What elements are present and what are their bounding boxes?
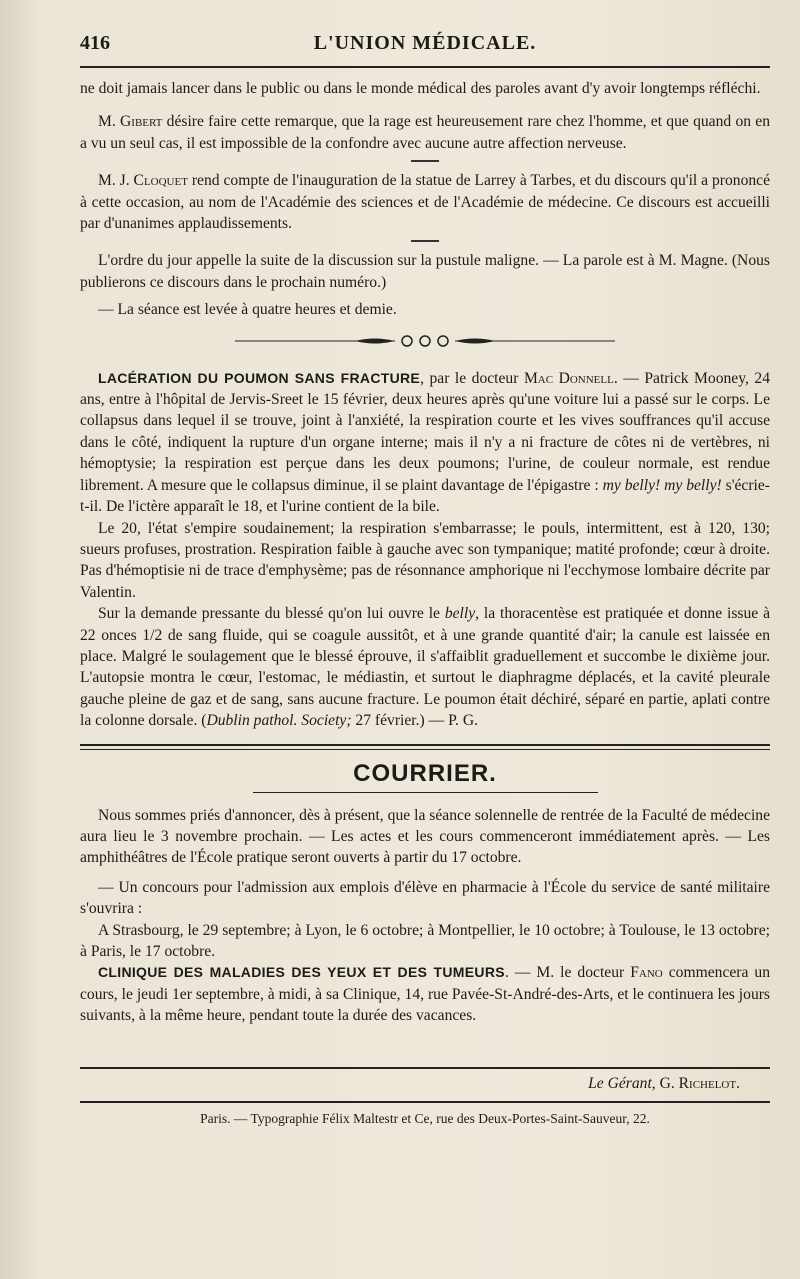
case-report-paragraph: LACÉRATION DU POUMON SANS FRACTURE, par le docteur Mac Donnell. — Patrick Mooney, 24 ans, entre à l'hôpital de Jervis-Sreet le 15 février, deux heures après qu'une voiture lui a passé sur le corps. Le collapsus dans lequel il se trouve, joint à l'anxiété, la respiration courte et les vives souffrances qu'il accuse dans le côté, indiquent la rupture d'un organe interne; mais il n'y a ni fracture de côtes ni de vertèbres, ni hémoptysie; la respiration est perçue dans les deux poumons; l'urine, de couleur normale, est rendue librement. A mesure que le collapsus diminue, il se plaint davantage de l'épigastre : my belly! my belly! s'écrie-t-il. De l'ictère apparaît le 18, et l'urine contient de la bile. [80, 369, 771, 516]
signature-name: , G. Richelot. [651, 1074, 740, 1092]
header-rule [80, 66, 770, 68]
title-underline [253, 792, 598, 793]
news-paragraph: — Un concours pour l'admission aux emplois d'élève en pharmacie à l'École du service de santé militaire s'ouvrira : [80, 878, 770, 918]
quoted-exclamation: my belly! my belly! [602, 476, 722, 494]
section-divider [80, 744, 770, 750]
order-of-day-paragraph: L'ordre du jour appelle la suite de la discussion sur la pustule maligne. — La parole est à M. Magne. (Nous publierons ce discours dans le prochain numéro.) [80, 252, 770, 291]
running-head [80, 26, 770, 62]
speaker-name: M. Gibert [98, 113, 163, 131]
cloquet-paragraph [80, 170, 770, 234]
separator-rule [411, 160, 439, 162]
clinic-heading: CLINIQUE DES MALADIES DES YEUX ET DES TUMEURS [98, 964, 505, 981]
journal-title: L'UNION MÉDICALE. [313, 32, 537, 54]
news-paragraph: Nous sommes priés d'annoncer, dès à présent, que la séance solennelle de rentrée de la Faculté de médecine aura lieu le 3 novembre prochain. — Les actes et les cours commenceront immédiatement après. — Les amphithéâtres de l'École pratique seront ouverts à partir du 17 octobre. [80, 806, 770, 867]
paragraph-text: désire faire cette remarque, que la rage est heureusement rare chez l'homme, et que quand on en a vu un seul cas, il est impossible de la confondre avec aucune autre affection nerveuse. [80, 113, 771, 152]
opening-paragraph: ne doit jamais lancer dans le public ou dans le monde médical des paroles avant d'y avoir longtemps réfléchi. [80, 80, 761, 97]
footer-rule [80, 1101, 770, 1103]
case-report-paragraph: Le 20, l'état s'empire soudainement; la respiration s'embarrasse; le pouls, intermittent, est à 120, 130; sueurs profuses, prostration. Respiration faible à gauche avec son tympanique; matité profonde; cœur à droite. Pas d'hémoptisie ni de trace d'emphysème; pas de résonnance amphorique ni l'ecchymose lombaire décrite par Valentin. [80, 519, 770, 601]
doctor-name: Fano [630, 964, 663, 982]
news-paragraph: CLINIQUE DES MALADIES DES YEUX ET DES TUMEURS. — M. le docteur Fano commencera un cours, le jeudi 1er septembre, à midi, à sa Clinique, 14, rue Pavée-St-André-des-Arts, et le continuera les jours suivants, à la même heure, pendant toute la durée des vacances. [80, 964, 771, 1025]
case-report-paragraph: Sur la demande pressante du blessé qu'on lui ouvre le belly, la thoracentèse est pratiquée et donne issue à 22 onces 1/2 de sang fluide, qui se coagule aussitôt, et à une grande quantité d'air; la canule est laissée en place. Malgré le soulagement que le blessé éprouve, il s'affaiblit graduellement et succombe le dixième jour. L'autopsie montra le cœur, l'estomac, le médiastin, et surtout le diaphragme déplacés, et la cavité pleurale gauche pleine de gaz et de sang, sans aucune fracture. Le poumon était déchiré, séparé en partie, aplati contre la colonne dorsale. (Dublin pathol. Society; 27 février.) — P. G. [80, 605, 770, 730]
news-paragraph: A Strasbourg, le 29 septembre; à Lyon, le 6 octobre; à Montpellier, le 10 octobre; à Toulouse, le 13 octobre; à Paris, le 17 octobre. [80, 921, 770, 960]
ornament-icon [235, 333, 615, 349]
gibert-paragraph [80, 111, 770, 154]
session-closed-paragraph: — La séance est levée à quatre heures et demie. [98, 301, 397, 319]
printer-imprint: Paris. — Typographie Félix Maltestr et Ce, rue des Deux-Portes-Saint-Sauveur, 22. [200, 1110, 650, 1126]
speaker-name: M. J. Cloquet [98, 172, 188, 190]
paragraph-text: rend compte de l'inauguration de la statue de Larrey à Tarbes, et du discours qu'il a prononcé à cette occasion, au nom de l'Académie des sciences et de l'Académie de médecine. Ce discours est accueilli par d'unanimes applaudissements. [80, 172, 771, 233]
ornament-divider [80, 333, 770, 354]
article-heading: LACÉRATION DU POUMON SANS FRACTURE [98, 369, 421, 386]
source-citation: Dublin pathol. Society; [206, 712, 352, 730]
separator-rule [411, 240, 439, 242]
author-name: Mac Donnell [523, 369, 614, 387]
signature [80, 1075, 740, 1093]
signature-role: Le Gérant [588, 1074, 652, 1092]
page-number: 416 [80, 32, 110, 54]
footer-rule [80, 1067, 770, 1069]
section-title: COURRIER. [353, 759, 497, 787]
